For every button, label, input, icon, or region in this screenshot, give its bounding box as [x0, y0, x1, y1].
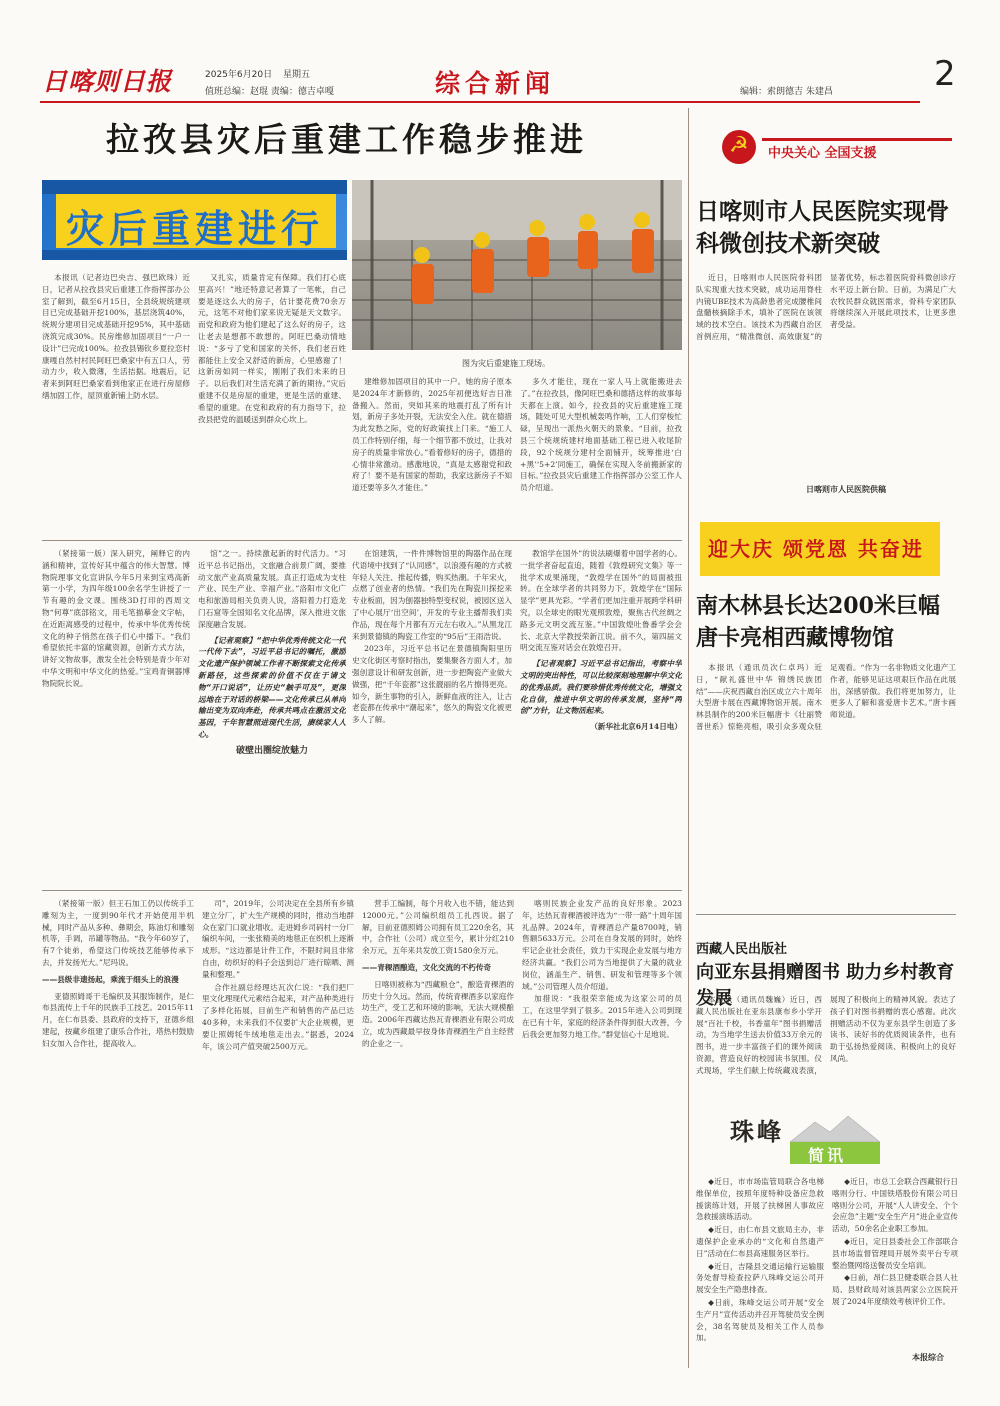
brief-item: ◆近日，市总工会联合西藏银行日喀则分行、中国铁塔股份有限公司日喀则分公司，开展“人人讲安全、个个会应急”主题“安全生产月”进企业宣传活动，50余名企业职工参加。 [832, 1177, 958, 1234]
culture-col-2-text: 馆”之一。持续激起新的时代活力。“习近平总书记指出，文旅融合前景广阔，要推动文旅产业高质量发展。真正打造成为支柱产业、民生产业、幸福产业。”洛阳市文化广电和旅游局相关负责人说，洛阳着力打造龙门石窟等全国知名文化品牌，深入推进文旅深度融合发展。 [198, 549, 346, 629]
central-support-badge [722, 128, 956, 164]
brief-item: ◆近日，由仁布县文旅局主办，非遗保护企业承办的“文化和自然遗产日”活动在仁布县高速服务区举行。 [696, 1225, 824, 1258]
lead-article-col-2 [198, 272, 346, 534]
issue-date: 2025年6月20日 [205, 70, 273, 80]
page-editors: 编辑：索朗德吉 朱建昌 [740, 87, 833, 97]
lead-article-col-3-text: 建维修加固项目的其中一户。她的房子原本是2024年才新修的，2025年初便选好吉日准备搬入。然而，突如其来的地震打乱了所有计划，新房子多处开裂，无法安全入住。就在德措为此发愁之际，党的好政策找上门来。“施工人员工作特别仔细，每一个细节都不放过，让我对房子的质量非常放心。”看着修好的房子，德措的心情非常激动。感激地说，“真是太感谢党和政府了！要不是有国家的帮助，我家这新房子不知道还要等多久才能住。” [352, 377, 512, 493]
lead-article-col-4 [520, 376, 682, 534]
industry-col-4-text-b: 加措说：“我很荣幸能成为这家公司的员工，在这里学到了很多。2015年进入公司到现在已有十年，家庭的经济条件得到很大改善，今后我会更加努力地工作。”群觉信心十足地说。 [522, 994, 682, 1039]
brief-item: ◆近日，市市场监管局联合各电梯维保单位，按照年度特种设备应急救援演练计划，开展了扶梯困人事故应急救援演练活动。 [696, 1177, 824, 1222]
main-headline: 拉孜县灾后重建工作稳步推进 [106, 120, 587, 159]
issue-date-line [205, 67, 310, 80]
lead-article-col-1 [42, 272, 190, 534]
museum-headline: 南木林县长达200米巨幅唐卡亮相西藏博物馆 [696, 593, 940, 651]
industry-col-3-text-b: 日喀则被称为“西藏粮仓”，酿造青稞酒的历史十分久远。然而，传统青稞酒多以家庭作坊生产，受工艺和环境的影响，无法大规模酿造。2006年西藏达热瓦青稞酒业有限公司成立，成为西藏最早按身体青稞酒生产自主经营的企业之一。 [362, 979, 514, 1048]
brief-item: ◆日前，昂仁县卫健委联合县人社局、县财政局对该县两家公立医院开展了2024年度绩效考核评价工作。 [832, 1273, 958, 1306]
mountain-icon [790, 1116, 880, 1142]
publisher-label: 西藏人民出版社 [696, 942, 788, 957]
industry-col-3-subheading: ——青稞酒酿造，文化交流的不朽传奇 [362, 962, 492, 972]
industry-col-3 [362, 898, 514, 1360]
museum-article-text: 本报讯（通讯员次仁卓玛）近日，“献礼盛世中华 锦绣民族团结”——庆祝西藏自治区成立六十周年大型唐卡展在西藏博物馆开展。南木林县制作的200米巨幅唐卡《壮丽赞普世系》惊艳亮相，吸引众多观众驻足观看。“作为一名非物质文化遗产工作者，能够见证这项艰巨作品在此展出，深感骄傲。我们将更加努力，让更多人了解和喜爱唐卡艺术。”唐卡画师说道。 [696, 663, 956, 731]
culture-col-2 [198, 548, 346, 884]
hospital-article-text: 近日，日喀则市人民医院骨科团队实现重大技术突破，成功运用脊柱内镜UBE技术为高龄患者完成腰椎间盘髓核摘除手术，填补了医院在该领域的技术空白。该技术为西藏自治区首例应用，“精准微创、高效康复”的显著优势，标志着医院骨科微创诊疗水平迈上新台阶。日前，为满足广大农牧民群众就医需求，骨科专家团队将继续深入开展此项技术，让更多患者受益。 [696, 273, 956, 341]
hospital-article [696, 272, 956, 478]
books-headline: 向亚东县捐赠图书 助力乡村教育发展 [696, 962, 955, 1009]
lead-article-col-3 [352, 376, 512, 534]
industry-col-1-text: （紧接第一版）但王石加工仍以传统手工雕刻为主，一度到90年代才开始使用半机械，同时产品从多种、彝期会，陈油灯和雕刻机等，手调，吊罐等物品。“我今年60岁了，有7个徒弟，希望这门传统技艺能够传承下去，并发扬光大。”尼玛说。 [42, 899, 194, 967]
construction-photo-illustration [352, 180, 682, 350]
page-number: 2 [934, 54, 956, 94]
culture-col-3-text-b: 2023年，习近平总书记在景德镇陶阳里历史文化街区考察时指出，要集聚各方面人才，加强创意设计和研发创新，进一步把陶瓷产业做大做强，把“千年瓷都”这张靓丽的名片擦得更亮。如今，新生事物的引入，新鲜血液的注入，让古老瓷都在传承中“潮起来”，悠久的陶瓷文化被更多人了解。 [352, 644, 512, 725]
briefs-logo [730, 1112, 910, 1166]
sidebar-divider [696, 914, 956, 915]
industry-col-1-text-b: 亚德照姆哥干毛编织及其服饰制作，是仁布县流传上千年的民族手工技艺。2015年11月，在仁布县委、县政府的支持下，亚德乡组建起，按藏乡组建了康乐合作社，塔热村鼓励妇女加入合作社，提高收入。 [42, 991, 194, 1048]
reconstruction-banner [42, 180, 347, 260]
newspaper-logo: 日喀则日报 [42, 67, 173, 96]
industry-col-2 [202, 898, 354, 1360]
culture-col-4-text: 教馆学在国外”的说法刷爆着中国学者的心。一批学者奋起直追，随着《敦煌研究文集》等一批学术成果涌现，“敦煌学在国外”的局面被扭转。在全球学者的共同努力下，敦煌学在“国际显学”更具光彩。“学者们更加注重开展跨学科研究，以全球史的眼光观照敦煌，聚焦古代丝绸之路多元文明交流互鉴。”中国敦煌吐鲁番学会会长、北京大学教授荣新江说。前不久，第四届文明交流互鉴对话会在敦煌召开。 [520, 549, 682, 653]
central-support-title: 中央关心 全国支援 [768, 146, 877, 161]
briefs-left [696, 1176, 824, 1364]
hospital-source: 日喀则市人民医院供稿 [806, 484, 886, 494]
briefs-logo-tag: 简讯 [808, 1146, 847, 1165]
industry-col-1-subheading: ——县级非遗扬起，乘流于细头上的浪漫 [42, 974, 179, 984]
construction-photo [352, 180, 682, 350]
masthead [40, 54, 960, 104]
issue-weekday: 星期五 [282, 70, 310, 80]
party-emblem-icon: ☭ [729, 133, 749, 158]
section-divider-1 [42, 540, 682, 541]
reconstruction-banner-title: 灾后重建进行 [66, 207, 325, 251]
industry-col-4 [522, 898, 682, 1360]
briefs-source: 本报综合 [912, 1352, 944, 1362]
industry-col-4-text: 喀则民族企业发产品的良好形象。2023年，达热瓦青稞酒被评选为“一带一路”十周年国礼品牌。2024年，青稞酒总产量8700吨，销售额5633万元。公司在自身发展的同时，始终牢记企业社会责任，致力于实现企业发展与地方经济共赢。“我们公司为当地提供了大量的就业岗位，涵盖生产、销售、研发和管理等多个领域。”公司管理人员介绍道。 [522, 899, 682, 991]
brief-item: ◆近日，定日县委社会工作部联合县市场监督管理局开展外卖平台专项整治暨网络送餐员安全培训。 [832, 1236, 958, 1270]
briefs-logo-text: 珠峰 [730, 1117, 784, 1146]
culture-col-4-source: （新华社北京6月14日电） [590, 722, 682, 732]
culture-col-3 [352, 548, 512, 884]
culture-col-2-subheading: 破壁出圈绽放魅力 [235, 745, 308, 756]
hospital-headline: 日喀则市人民医院实现骨科微创技术新突破 [696, 198, 949, 257]
culture-col-1-text: （紧接第一版）深入研究，阐释它的内涵和精神，宣传好其中蕴含的伟大智慧。博物院理事文化宣讲队今年5月来到宝鸡高新第一小学，为四年级100余名学生讲授了一节有趣的金文课。围绕3D打印的西周文物“何尊”底部铭文，用毛笔描摹金文字帖，在近距离感受的过程中，传承中华优秀传统文化的种子悄然在孩子们心中播下。“我们希望依托丰富的馆藏资源，创新方式方法，讲好文物故事，激发全社会特别是青少年对中华文明和中华文化的热爱。”宝鸡青铜器博物院院长说。 [42, 549, 190, 688]
section-divider-2 [42, 890, 682, 891]
industry-col-2-text-b: 合作社副总经理达瓦次仁说：“我们把厂里文化理现代元素结合起来，对产品种类进行了多样化拓展，目前生产和销售的产品已达40多种，未来我们不仅要扩大企业规模，更要让照姆牦牛绒地毯走出去。”据悉，2024年，该公司产值突破2500万元。 [202, 982, 354, 1051]
books-article-text: 本报讯（通讯员魏巍）近日，西藏人民出版社在亚东县康布乡小学开展“百社千校，书香童年”图书捐赠活动，为当地学生送去价值33万余元的图书，进一步丰富孩子们的课外阅读资源，营造良好的校园读书氛围。仪式现场，学生们献上传统藏戏表演，展现了积极向上的精神风貌。表达了孩子们对图书捐赠的衷心感谢。此次捐赠活动不仅为亚东县学生创造了多读书、读好书的优质阅读条件，也有助于弘扬热爱阅读、积极向上的良好风尚。 [696, 995, 956, 1075]
culture-col-4-observation: 【记者观察】习近平总书记指出，考察中华文明的突出特性，可以比较深刻地理解中华文化的优秀品质。我们要珍惜优秀传统文化，增强文化自信，推进中华文明的传承发展，坚持“两创”方针，让文物活起来。 [520, 659, 682, 716]
industry-col-2-text: 司”，2019年，公司决定在全县所有乡镇建立分厂，扩大生产规模的同时，推动当地群众在家门口就业增收。走进姆乡司码村一分厂编织车间，一张张精美的地毯正在织机上逐渐成形。“这边都是计件工作，不限时间且非常自由，纺织好的料子会送到总厂进行晾晒、测量和整理。” [202, 899, 354, 979]
culture-col-1 [42, 548, 190, 884]
celebration-banner-title: 迎大庆 颂党恩 共奋进 [708, 537, 924, 561]
books-article [696, 994, 956, 1112]
industry-col-1 [42, 898, 194, 1360]
lead-article-col-2-text: 又扎实，质量肯定有保障。我们打心底里高兴！”地还特意记者算了一笔帐，自己要是逐这么大的房子，估计要花费70余万元，这笔不对他们家来说无疑是天文数字。而党和政府为他们建起了这么好的房子，这让老去是想都不敢想的。阿旺巴桑动情地说：“多亏了党和国家的关怀，我们老百姓都能住上安全又舒适的新房，心里感谢了！这新房如同一样实，刚刚了我们未来的日子。以后我们对生活充满了新的期待。”灾后重建不仅是房屋的重建，更是生活的重建、希望的重建。在党和政府的有力指导下，拉孜县把党的温暖送到群众心坎上。 [198, 273, 346, 424]
section-name: 综合新闻 [435, 69, 556, 98]
masthead-rule [40, 101, 920, 103]
industry-col-3-text: 营手工编制，每个月收入也不错，能达到12000元。”公司编织组员工扎西说。据了解，目前亚德照姆公司拥有员工220余名，其中，合作社（公司）成立至今，累计分红210余万元，五年来共发放工资1580余万元。 [362, 899, 514, 956]
culture-col-4 [520, 548, 682, 884]
column-divider [688, 108, 689, 1368]
culture-col-3-text: 在馆建筑，一件件博物馆里的陶器作品在现代语境中找到了“认同感”，以浪漫有趣的方式被年轻人关注、推起传播，购买热潮。千年宋火，点燃了创业者的热情。“我们先在陶瓷川探挖来专业板面，因为刨器独特型变权说，被园区送入了中心展厅‘出空间’，开发的专业主播帮我们卖作品，现在每个月都有万元左右收入。”从黑龙江来到景德镇的陶瓷工作室的“95后”王雨浩说。 [352, 549, 512, 641]
briefs-right [832, 1176, 958, 1350]
brief-item: ◆日前，珠峰交运公司开展“安全生产月”宣传活动并召开驾驶员安全例会，38名驾驶员及相关工作人员参加。 [696, 1297, 824, 1343]
duty-editors: 值班总编：赵琨 责编：德吉卓嘎 [205, 87, 334, 97]
museum-article [696, 662, 956, 900]
lead-article-col-4-text: 多久才能住，现在一家人马上就能搬进去了。”在拉孜县，像阿旺巴桑和德措这样的故事每天都在上演。如今，拉孜县的灾后重建施工现场，随处可见大型机械轰鸣作响，工人们穿梭忙碌，呈现出一派热火朝天的景象。“目前，拉孜县三个统规统建村地面基础工程已进入收尾阶段，92个统规分建村全面铺开，统筹推进‘白+黑’‘5+2’同施工，确保在实现入冬前搬新家的目标。”拉孜县灾后重建工作指挥部办公室工作人员介绍道。 [520, 377, 682, 493]
photo-caption: 图为灾后重建施工现场。 [462, 359, 550, 368]
lead-article-col-1-text: 本报讯（记者边巴央吉、强巴欧珠）近日，记者从拉孜县灾后重建工作指挥部办公室了解到，截至6月15日，全县统规统建项目已完成基础开挖100%，基层浇筑40%，统规分建项目完成基础开挖95%，其中基础浇筑完成30%。民房维修加固项目“一户一设计”已完成100%。拉孜县锡钦乡夏拉恋村康嘎自然村村民阿旺巴桑家中有五口人，劳动力少，收入微薄，生活拮据。地震后，记者来到阿旺巴桑家看到他家正在进行房屋修缮加固工作，屋顶重新铺上防水层。 [42, 273, 190, 400]
culture-col-2-observation: 【记者观察】“把中华优秀传统文化一代一代传下去”，习近平总书记的嘱托，激励文化遗产保护领域工作者不断探索文化传承新路径，这些探索的价值不仅在于请文物“开口说话”，让历史“触手可及”，更深远地在于对话的桥梁——文化传承已从单向输出变为双向奔赴，传承共鸣点在激活文化基因，千年智慧照进现代生活，赓续家人人心。 [198, 635, 346, 739]
brief-item: ◆近日，吉隆县交通运输行运输服务处督导检查拉萨八珠峰交运公司开展安全生产隐患排查。 [696, 1261, 824, 1295]
